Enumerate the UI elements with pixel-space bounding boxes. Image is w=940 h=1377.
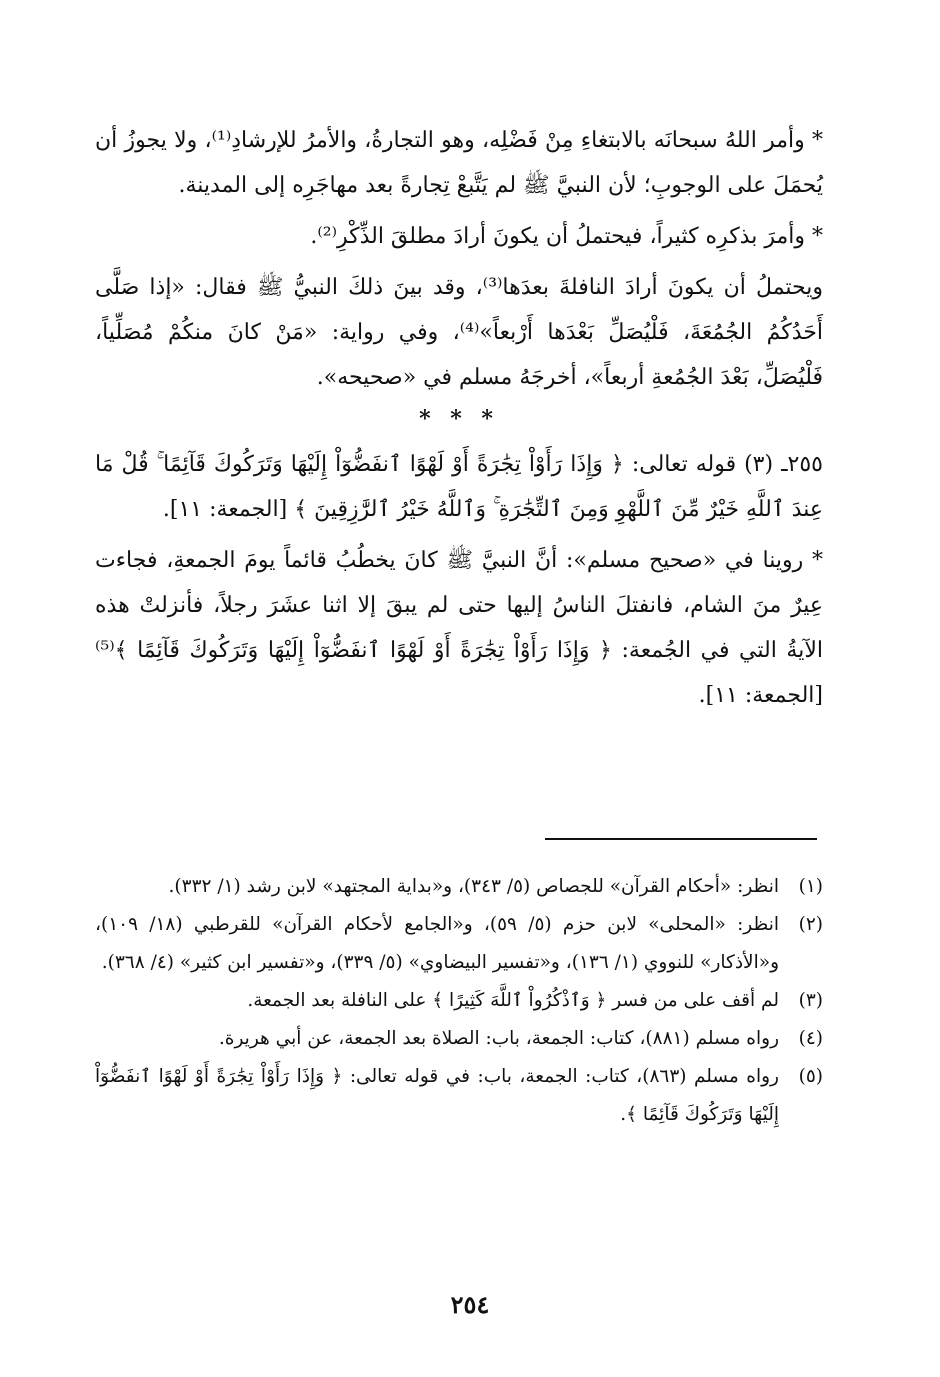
footnote-text: رواه مسلم (٨٦٣)، كتاب: الجمعة، باب: في قوله تعالى: ﴿ وَإِذَا رَأَوْاْ تِجَٰرَةً أَوْ لَهْوًا ٱنفَضُّوٓاْ إِلَيْهَا وَتَرَكُوكَ قَآئِمًا ﴾. [95,1066,779,1125]
footnote-text: لم أقف على من فسر ﴿ وَٱذْكُرُواْ ٱللَّهَ كَثِيرًا ﴾ على النافلة بعد الجمعة. [247,990,779,1011]
footnote-number: (٤) [798,1028,823,1049]
footnote-divider [545,838,817,840]
footnotes [95,868,823,1134]
footnote-item [95,1058,823,1134]
paragraph-1: * وأمر اللهُ سبحانَه بالابتغاءِ مِنْ فَضْلِه، وهو التجارةُ، والأمرُ للإرشادِ⁽¹⁾، ولا يجوزُ أن يُحمَلَ على الوجوبِ؛ لأن النبيَّ ﷺ لم يَتَّبعْ تِجارةً بعد مهاجَرِه إلى المدينة. [95,128,823,198]
footnote-number: (٣) [798,990,823,1011]
paragraph-verse-255: ٢٥٥ـ (٣) قوله تعالى: ﴿ وَإِذَا رَأَوْاْ تِجَٰرَةً أَوْ لَهْوًا ٱنفَضُّوٓاْ إِلَيْهَا وَتَرَكُوكَ قَآئِمًا ۚ قُلْ مَا عِندَ ٱللَّهِ خَيْرٌ مِّنَ ٱللَّهْوِ وَمِنَ ٱلتِّجَٰرَةِ ۚ وَٱللَّهُ خَيْرُ ٱلرَّٰزِقِينَ ﴾ [الجمعة: ١١]. [95,452,823,522]
footnote-number: (٢) [798,914,823,935]
footnote-text: رواه مسلم (٨٨١)، كتاب: الجمعة، باب: الصلاة بعد الجمعة، عن أبي هريرة. [218,1028,779,1049]
section-separator: * * * [419,406,499,432]
footnote-number: (١) [798,876,823,897]
page-number: ٢٥٤ [450,1290,490,1319]
footnote-item [95,906,823,982]
footnote-item [95,982,823,1020]
footnote-item [95,1020,823,1058]
footnote-item [95,868,823,906]
footnote-text: انظر: «المحلى» لابن حزم (٥/ ٥٩)، و«الجامع لأحكام القرآن» للقرطبي (١٨/ ١٠٩)، و«الأذكار» للنووي (١/ ١٣٦)، و«تفسير البيضاوي» (٥/ ٣٣٩)، و«تفسير ابن كثير» (٤/ ٣٦٨). [95,914,779,973]
footnote-text: انظر: «أحكام القرآن» للجصاص (٥/ ٣٤٣)، و«بداية المجتهد» لابن رشد (١/ ٣٣٢). [168,876,779,897]
paragraph-hadith: * روينا في «صحيح مسلم»: أنَّ النبيَّ ﷺ كانَ يخطُبُ قائماً يومَ الجمعةِ، فجاءت عِيرٌ منَ الشام، فانفتلَ الناسُ إليها حتى لم يبقَ إلا اثنا عشَرَ رجلاً، فأنزلتْ هذه الآيةُ التي في الجُمعة: ﴿ وَإِذَا رَأَوْاْ تِجَٰرَةً أَوْ لَهْوًا ٱنفَضُّوٓاْ إِلَيْهَا وَتَرَكُوكَ قَآئِمًا ﴾⁽⁵⁾ [الجمعة: ١١]. [95,548,824,708]
main-text [95,118,823,724]
footnote-number: (٥) [798,1066,823,1087]
paragraph-2: * وأمرَ بذكرِه كثيراً، فيحتملُ أن يكونَ أرادَ مطلقَ الذِّكْرِ⁽²⁾. [310,224,823,249]
paragraph-3: ويحتملُ أن يكونَ أرادَ النافلةَ بعدَها⁽³⁾، وقد بينَ ذلكَ النبيُّ ﷺ فقال: «إذا صَلَّى أَحَدُكُمُ الجُمُعَةَ، فَلْيُصَلِّ بَعْدَها أَرْبعاً»⁽⁴⁾، وفي رواية: «مَنْ كانَ منكُمْ مُصَلِّياً، فَلْيُصَلِّ، بَعْدَ الجُمُعةِ أربعاً»، أخرجَهُ مسلم في «صحيحه». [95,275,823,390]
